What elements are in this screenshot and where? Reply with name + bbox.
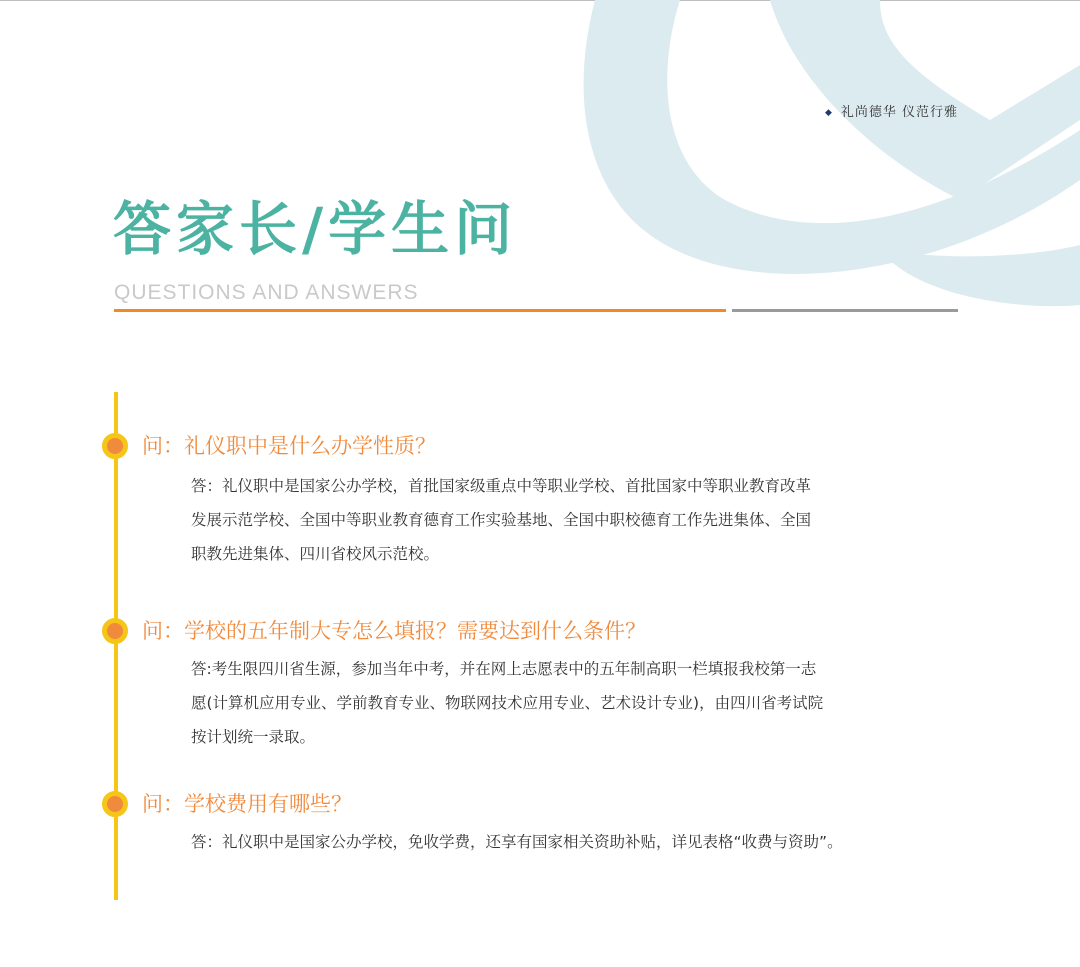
diamond-bullet-icon: ◆ xyxy=(824,108,833,118)
timeline-dot-1 xyxy=(102,433,128,459)
timeline-dot-3 xyxy=(102,791,128,817)
answer-1 xyxy=(191,469,951,571)
answer-line: 按计划统一录取。 xyxy=(191,728,316,746)
question-1: 问：礼仪职中是什么办学性质？ xyxy=(142,434,436,458)
timeline-line xyxy=(114,392,118,900)
answer-line: 职教先进集体、四川省校风示范校。 xyxy=(191,545,440,563)
logo-swoosh-tail xyxy=(880,245,1080,306)
page-title: 答家长/学生问 xyxy=(113,195,518,263)
page-subtitle: QUESTIONS AND ANSWERS xyxy=(114,281,419,304)
answer-line: 发展示范学校、全国中等职业教育德育工作实验基地、全国中职校德育工作先进集体、全国 xyxy=(191,511,812,529)
title-underline-orange xyxy=(114,309,726,312)
motto-text: 礼尚德华 仪范行雅 xyxy=(840,105,958,120)
answer-3 xyxy=(191,825,951,859)
answer-line: 答:考生限四川省生源，参加当年中考，并在网上志愿表中的五年制高职一栏填报我校第一志 xyxy=(191,660,817,678)
answer-2 xyxy=(191,652,951,754)
answer-line: 愿(计算机应用专业、学前教育专业、物联网技术应用专业、艺术设计专业)，由四川省考试院 xyxy=(191,694,824,712)
timeline-dot-2 xyxy=(102,618,128,644)
question-3: 问：学校费用有哪些？ xyxy=(142,792,352,816)
question-2: 问：学校的五年制大专怎么填报？需要达到什么条件？ xyxy=(142,619,646,643)
title-underline-gray xyxy=(732,309,958,312)
answer-line: 答：礼仪职中是国家公办学校，首批国家级重点中等职业学校、首批国家中等职业教育改革 xyxy=(191,477,812,495)
school-motto xyxy=(825,101,958,120)
answer-line: 答：礼仪职中是国家公办学校，免收学费，还享有国家相关资助补贴，详见表格“收费与资助”。 xyxy=(191,833,843,851)
